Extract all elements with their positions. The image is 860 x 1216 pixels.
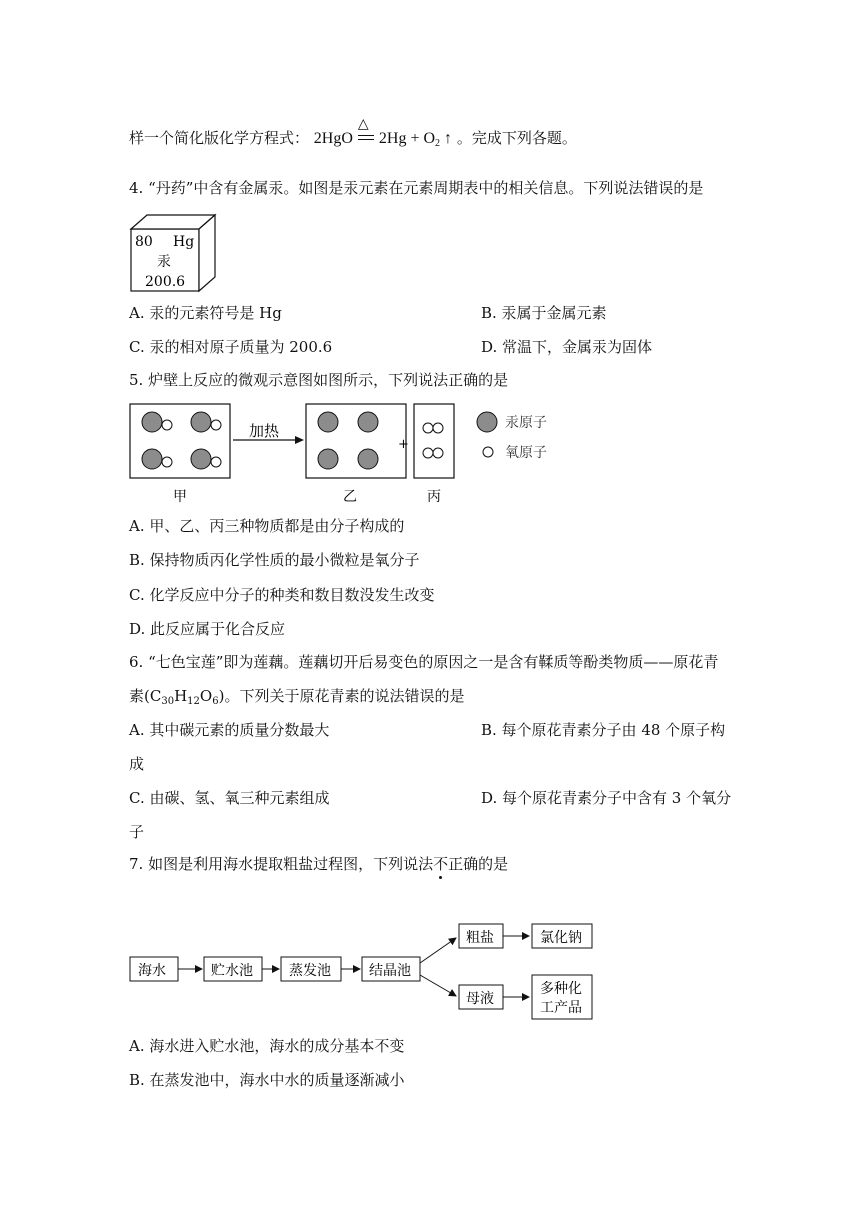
equation-condition [357, 117, 375, 149]
legend-oxygen-label: 氧原子 [505, 445, 547, 461]
q6-text-c: O [199, 687, 213, 705]
intro-text-after: 。完成下列各题。 [456, 129, 577, 147]
mercury-atom [318, 449, 338, 469]
q7-stem-a: 7. 如图是利用海水提取粗盐过程图，下列说法 [129, 855, 434, 873]
intro-text-before: 样一个简化版化学方程式： [129, 129, 310, 147]
q5-option-d: D. 此反应属于化合反应 [129, 620, 286, 638]
equals-sign [358, 135, 374, 140]
q6-text-b: H [174, 687, 188, 705]
q7-option-a: A. 海水进入贮水池，海水的成分基本不变 [129, 1037, 405, 1055]
o2-subscript: 2 [435, 138, 441, 149]
label-crystallization: 结晶池 [369, 963, 411, 979]
q6-option-d-line1: D. 每个原花青素分子中含有 3 个氧分 [481, 789, 732, 807]
mercury-atom [358, 449, 378, 469]
periodic-element-card [129, 213, 219, 293]
oxygen-atom [211, 420, 221, 430]
legend-oxygen-icon [483, 447, 493, 457]
heat-symbol: △ [357, 117, 369, 132]
plus-sign-visible: + [398, 437, 409, 452]
mercury-atom [358, 412, 378, 432]
label-crude-salt: 粗盐 [466, 930, 494, 946]
mercury-atom [142, 412, 162, 432]
arrow-label: 加热 [249, 422, 280, 440]
q6-text-a: 素(C [129, 687, 162, 705]
card-side [199, 215, 215, 291]
arrow-up [420, 938, 456, 963]
label-nacl: 氯化钠 [540, 930, 582, 946]
q4-stem: 4. “丹药”中含有金属汞。如图是汞元素在元素周期表中的相关信息。下列说法错误的是 [129, 179, 704, 197]
arrow-head-icon [295, 436, 304, 444]
q6-stem-line2 [129, 686, 464, 712]
q6-option-b-line2: 成 [129, 755, 145, 773]
sea-salt-flow-diagram [129, 918, 599, 1022]
legend-mercury-icon [477, 412, 497, 432]
q7-option-b: B. 在蒸发池中，海水中水的质量逐渐减小 [129, 1071, 405, 1089]
label-seawater: 海水 [138, 963, 166, 979]
q5-option-b: B. 保持物质丙化学性质的最小微粒是氧分子 [129, 551, 420, 569]
arrow-down [420, 975, 456, 996]
q6-option-c: C. 由碳、氢、氧三种元素组成 [129, 789, 330, 807]
label-chem-line1: 多种化 [540, 981, 582, 997]
q5-option-a: A. 甲、乙、丙三种物质都是由分子构成的 [129, 517, 405, 535]
q4-option-d: D. 常温下，金属汞为固体 [481, 338, 653, 356]
equation-rhs: 2Hg + O [378, 130, 436, 147]
oxygen-atom [211, 457, 221, 467]
mercury-atom [318, 412, 338, 432]
label-bing: 丙 [427, 489, 441, 505]
q4-option-c: C. 汞的相对原子质量为 200.6 [129, 338, 333, 356]
equation-lhs: 2HgO [313, 130, 353, 147]
q5-stem: 5. 炉壁上反应的微观示意图如图所示，下列说法正确的是 [129, 371, 509, 389]
q4-option-b: B. 汞属于金属元素 [481, 304, 607, 322]
element-name: 汞 [157, 254, 171, 270]
reaction-micro-diagram [129, 400, 569, 510]
oxygen-atom [162, 420, 172, 430]
label-mother-liquor: 母液 [466, 991, 494, 1007]
q4-option-a: A. 汞的元素符号是 Hg [129, 304, 282, 322]
q6-option-d-line2: 子 [129, 823, 145, 841]
q6-stem-line1: 6. “七色宝莲”即为莲藕。莲藕切开后易变色的原因之一是含有鞣质等酚类物质——原花青 [129, 653, 719, 671]
gas-arrow-icon: ↑ [444, 130, 453, 147]
atomic-number: 80 [135, 234, 153, 250]
q6-option-b-line1: B. 每个原花青素分子由 48 个原子构 [481, 721, 726, 739]
label-jia: 甲 [173, 489, 187, 505]
subscript-c: 30 [161, 696, 175, 707]
box-bing [414, 404, 454, 478]
label-yi: 乙 [343, 489, 357, 505]
q5-option-c: C. 化学反应中分子的种类和数目数没发生改变 [129, 586, 435, 604]
mercury-atom [142, 449, 162, 469]
q7-stem-emphasis: 不 [433, 855, 449, 873]
oxygen-atom [162, 457, 172, 467]
atomic-mass: 200.6 [145, 274, 186, 290]
oxygen-atom [423, 423, 433, 433]
element-symbol: Hg [173, 234, 195, 250]
mercury-atom [191, 412, 211, 432]
q6-text-d: )。下列关于原花青素的说法错误的是 [218, 687, 465, 705]
q6-option-a: A. 其中碳元素的质量分数最大 [129, 721, 330, 739]
subscript-h: 12 [187, 696, 200, 707]
label-storage: 贮水池 [211, 963, 253, 979]
intro-line [129, 117, 577, 154]
label-evaporation: 蒸发池 [289, 963, 331, 979]
oxygen-atom [423, 448, 433, 458]
oxygen-atom [433, 448, 443, 458]
label-chem-line2: 工产品 [540, 1000, 582, 1016]
decomposition-equation [313, 117, 453, 154]
q7-stem [129, 854, 508, 874]
mercury-atom [191, 449, 211, 469]
subscript-o: 6 [212, 696, 219, 707]
oxygen-atom [433, 423, 443, 433]
legend-mercury-label: 汞原子 [505, 415, 547, 431]
q7-stem-b: 正确的是 [448, 855, 509, 873]
